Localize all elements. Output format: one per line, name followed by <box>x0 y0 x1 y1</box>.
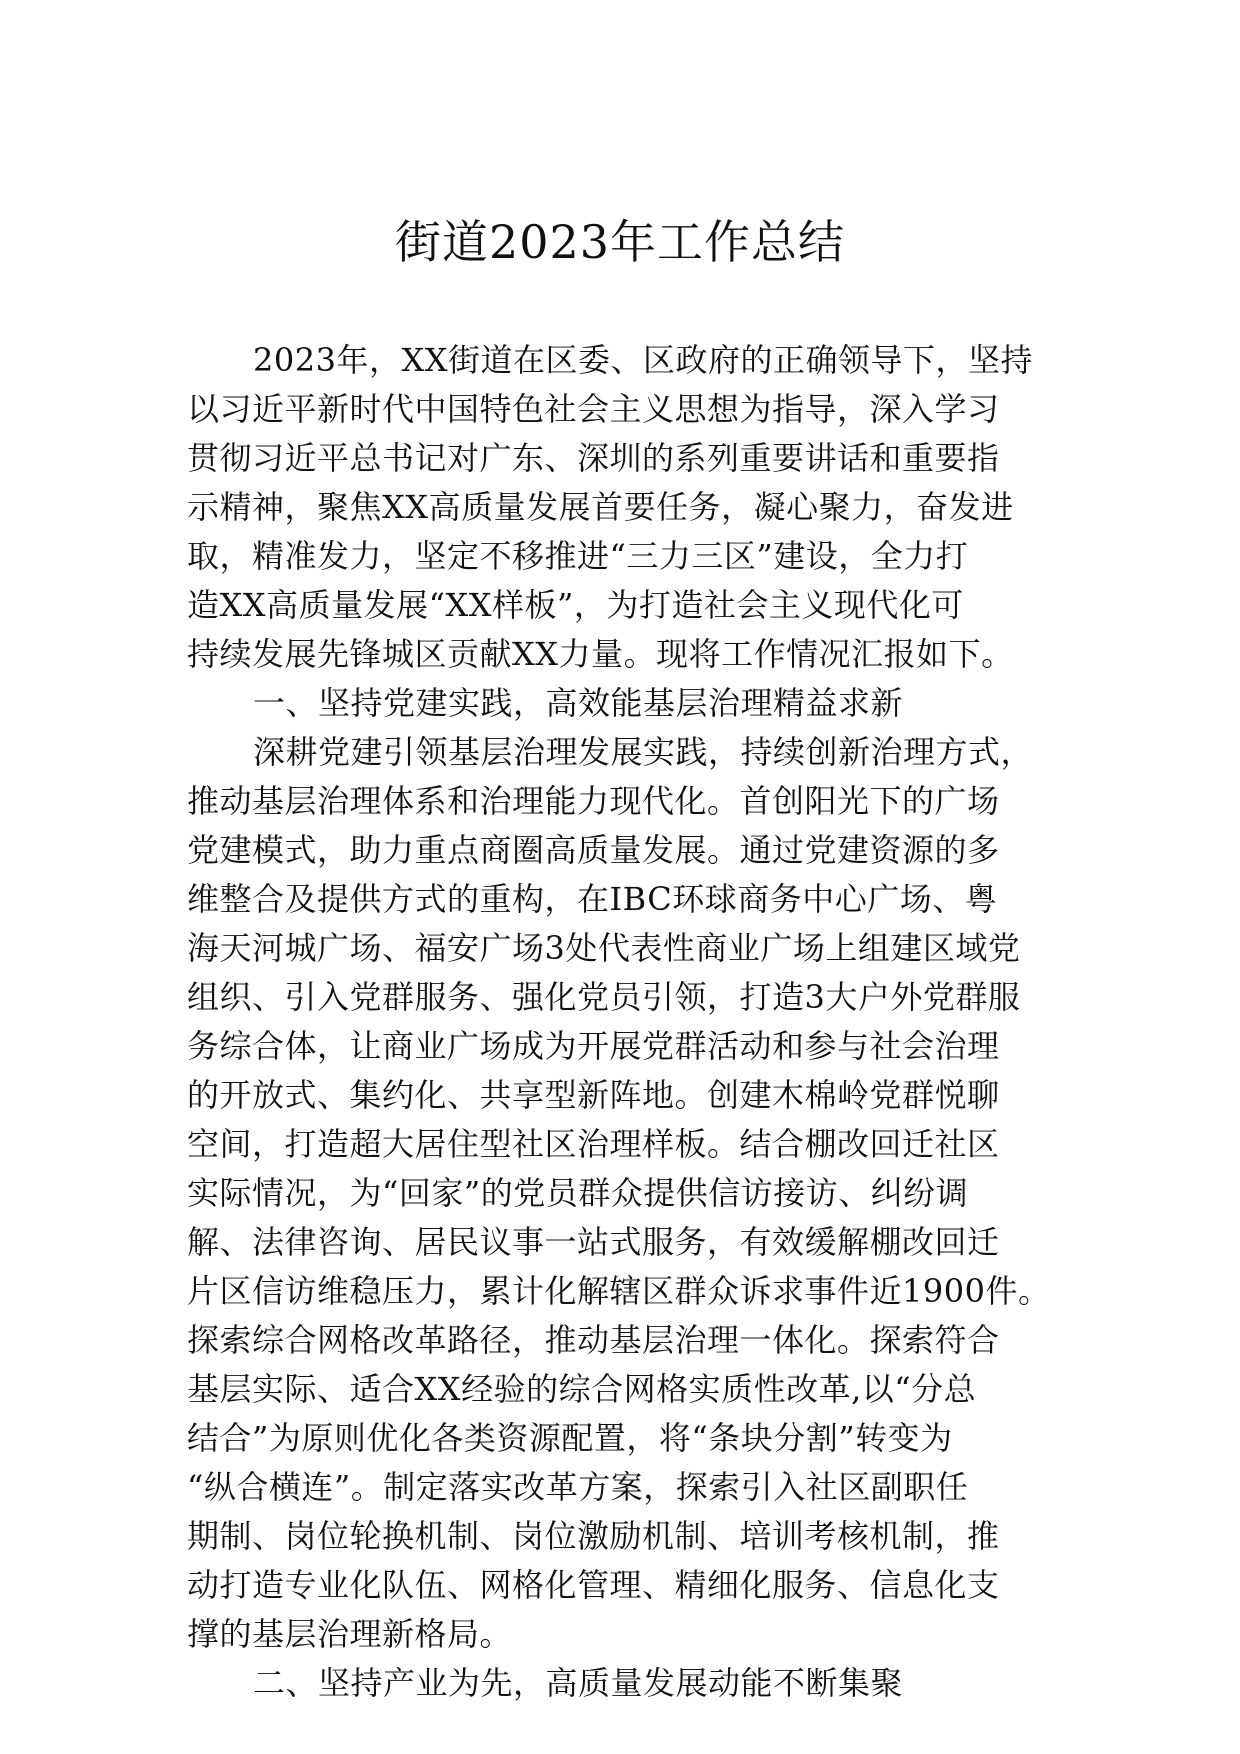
paragraph-line: 片区信访维稳压力，累计化解辖区群众诉求事件近1900件。 <box>187 1272 1051 1310</box>
paragraph-line: 结合”为原则优化各类资源配置，将“条块分割”转变为 <box>187 1419 953 1457</box>
document-body <box>187 336 1087 1708</box>
paragraph-line: 探索综合网格改革路径，推动基层治理一体化。探索符合 <box>187 1321 1000 1359</box>
paragraph-line: 撑的基层治理新格局。 <box>187 1615 513 1653</box>
paragraph-line: 深耕党建引领基层治理发展实践，持续创新治理方式， <box>253 733 1034 771</box>
paragraph-line: 持续发展先锋城区贡献XX力量。现将工作情况汇报如下。 <box>187 635 1014 673</box>
paragraph-line: 造XX高质量发展“XX样板”，为打造社会主义现代化可 <box>187 586 964 624</box>
paragraph-line: 党建模式，助力重点商圈高质量发展。通过党建资源的多 <box>187 831 1000 869</box>
paragraph-line: 空间，打造超大居住型社区治理样板。结合棚改回迁社区 <box>187 1125 1000 1163</box>
paragraph-line: 维整合及提供方式的重构，在IBC环球商务中心广场、粤 <box>187 880 998 918</box>
paragraph-line: “纵合横连”。制定落实改革方案，探索引入社区副职任 <box>187 1468 969 1506</box>
paragraph-line: 示精神，聚焦XX高质量发展首要任务，凝心聚力，奋发进 <box>187 488 1014 526</box>
paragraph-line: 期制、岗位轮换机制、岗位激励机制、培训考核机制，推 <box>187 1517 1000 1555</box>
document-title: 街道2023年工作总结 <box>394 215 846 269</box>
paragraph-line: 组织、引入党群服务、强化党员引领，打造3大户外党群服 <box>187 978 1021 1016</box>
paragraph-line: 解、法律咨询、居民议事一站式服务，有效缓解棚改回迁 <box>187 1223 1000 1261</box>
paragraph-line: 的开放式、集约化、共享型新阵地。创建木棉岭党群悦聊 <box>187 1076 1000 1114</box>
section-heading: 二、坚持产业为先，高质量发展动能不断集聚 <box>253 1664 904 1702</box>
paragraph-line: 以习近平新时代中国特色社会主义思想为指导，深入学习 <box>187 390 1000 428</box>
paragraph-line: 务综合体，让商业广场成为开展党群活动和参与社会治理 <box>187 1027 1000 1065</box>
paragraph-line: 取，精准发力，坚定不移推进“三力三区”建设，全力打 <box>187 537 969 575</box>
paragraph-line: 贯彻习近平总书记对广东、深圳的系列重要讲话和重要指 <box>187 439 1000 477</box>
paragraph-line: 推动基层治理体系和治理能力现代化。首创阳光下的广场 <box>187 782 1000 820</box>
paragraph-line: 海天河城广场、福安广场3处代表性商业广场上组建区域党 <box>187 929 1021 967</box>
section-heading: 一、坚持党建实践，高效能基层治理精益求新 <box>253 684 904 722</box>
paragraph-line: 实际情况，为“回家”的党员群众提供信访接访、纠纷调 <box>187 1174 969 1212</box>
paragraph-line: 2023年，XX街道在区委、区政府的正确领导下，坚持 <box>253 341 1034 379</box>
paragraph-line: 基层实际、适合XX经验的综合网格实质性改革,以“分总 <box>187 1370 977 1408</box>
paragraph-line: 动打造专业化队伍、网格化管理、精细化服务、信息化支 <box>187 1566 1000 1604</box>
